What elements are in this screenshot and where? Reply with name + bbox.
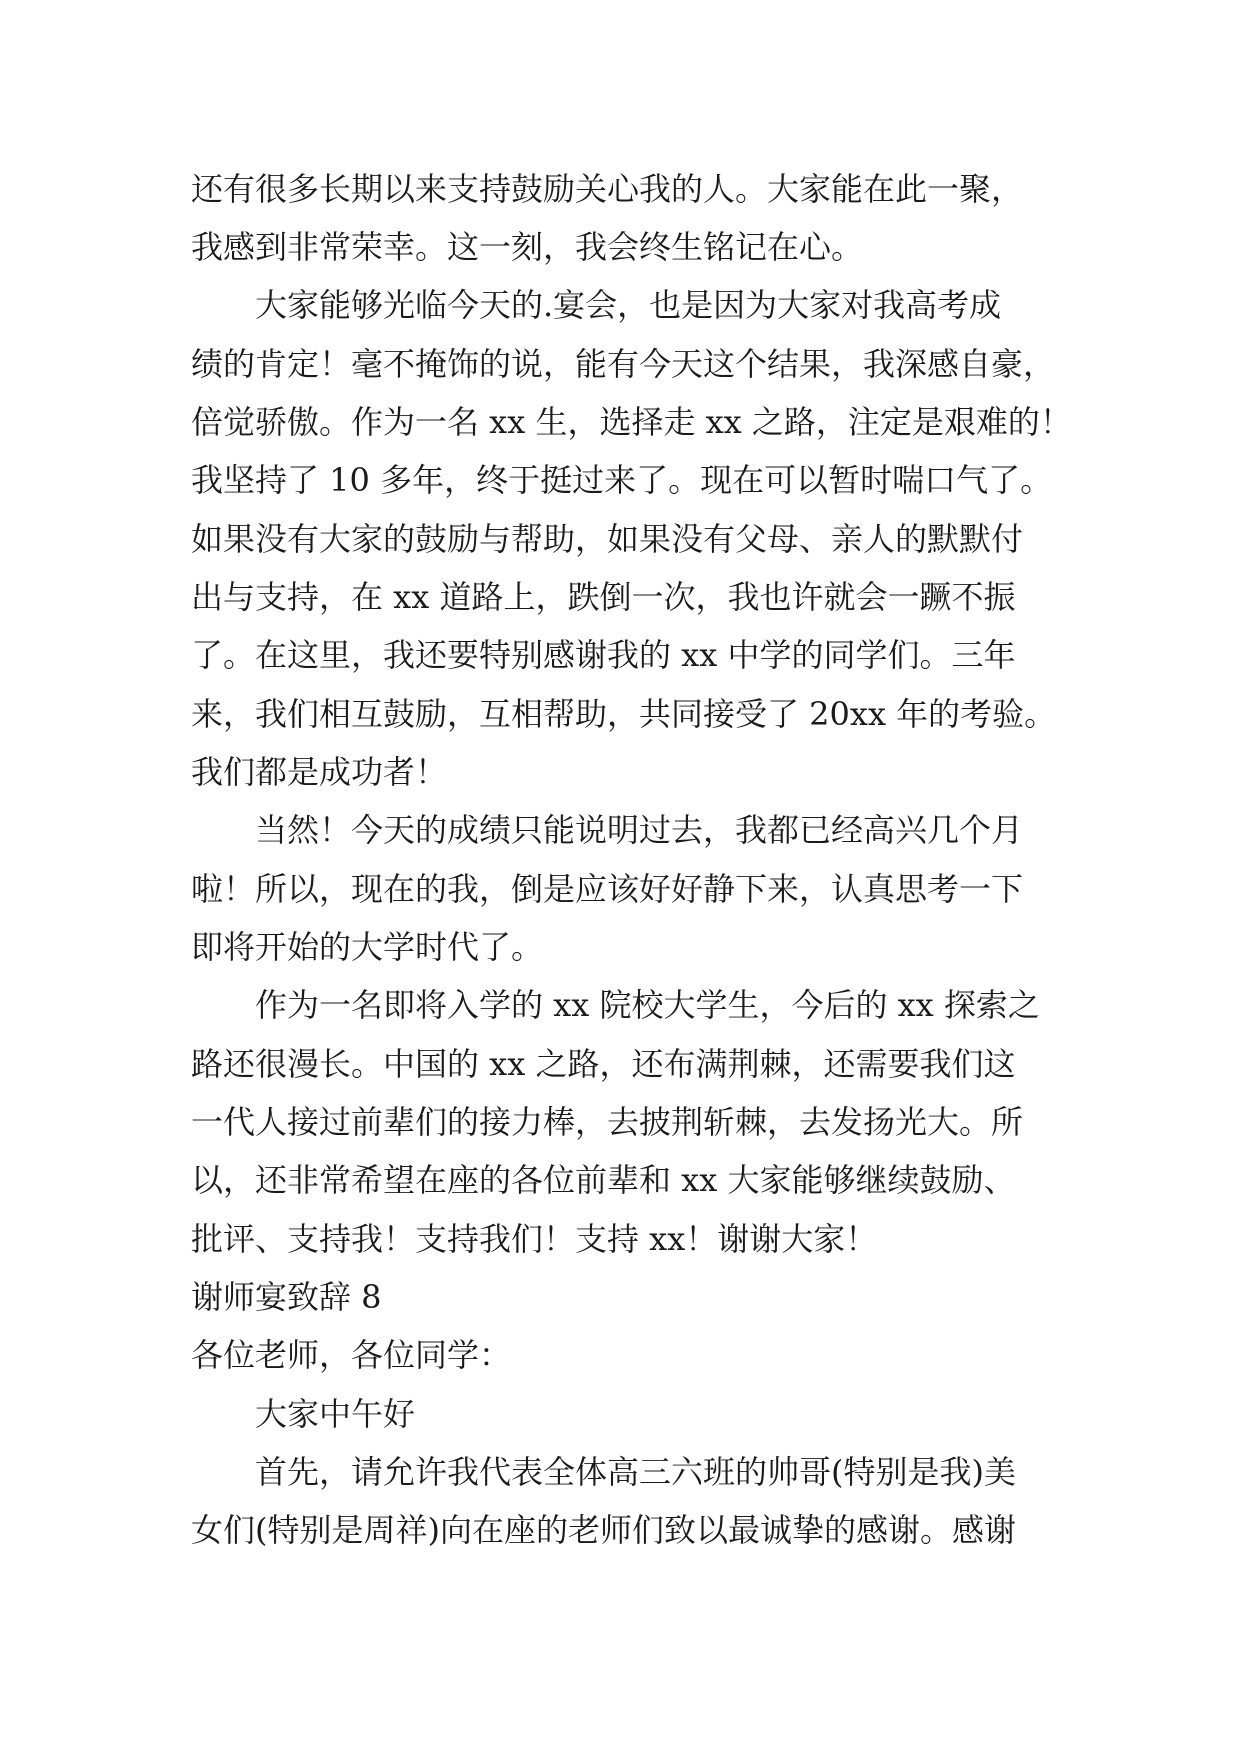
text-line: 倍觉骄傲。作为一名 xx 生，选择走 xx 之路，注定是艰难的！ <box>191 403 1072 441</box>
text-line: 我坚持了 10 多年，终于挺过来了。现在可以暂时喘口气了。 <box>191 461 1053 499</box>
text-line: 绩的肯定！毫不掩饰的说，能有今天这个结果，我深感自豪， <box>191 345 1056 383</box>
text-line: 了。在这里，我还要特别感谢我的 xx 中学的同学们。三年 <box>191 636 1016 674</box>
text-line: 我们都是成功者！ <box>191 753 448 791</box>
text-line: 如果没有大家的鼓励与帮助，如果没有父母、亲人的默默付 <box>191 520 1024 558</box>
text-line: 啦！所以，现在的我，倒是应该好好静下来，认真思考一下 <box>191 870 1024 908</box>
text-line: 女们(特别是周祥)向在座的老师们致以最诚挚的感谢。感谢 <box>191 1511 1016 1549</box>
text-line: 还有很多长期以来支持鼓励关心我的人。大家能在此一聚， <box>191 170 1024 208</box>
greeting: 大家中午好 <box>255 1395 416 1433</box>
salutation: 各位老师，各位同学： <box>191 1336 512 1374</box>
text-line: 以，还非常希望在座的各位前辈和 xx 大家能够继续鼓励、 <box>191 1161 1016 1199</box>
text-line: 来，我们相互鼓励，互相帮助，共同接受了 20xx 年的考验。 <box>191 695 1057 733</box>
text-line: 批评、支持我！支持我们！支持 xx！谢谢大家！ <box>191 1220 878 1258</box>
text-line: 出与支持，在 xx 道路上，跌倒一次，我也许就会一蹶不振 <box>191 578 1016 616</box>
paragraph-first-line: 大家能够光临今天的.宴会，也是因为大家对我高考成 <box>255 286 1002 324</box>
section-heading: 谢师宴致辞 8 <box>191 1278 382 1316</box>
text-line: 即将开始的大学时代了。 <box>191 928 544 966</box>
text-line: 路还很漫长。中国的 xx 之路，还布满荆棘，还需要我们这 <box>191 1045 1016 1083</box>
text-line: 一代人接过前辈们的接力棒，去披荆斩棘，去发扬光大。所 <box>191 1103 1024 1141</box>
paragraph-first-line: 首先，请允许我代表全体高三六班的帅哥(特别是我)美 <box>255 1453 1016 1491</box>
paragraph-first-line: 作为一名即将入学的 xx 院校大学生，今后的 xx 探索之 <box>255 986 1040 1024</box>
text-line: 我感到非常荣幸。这一刻，我会终生铭记在心。 <box>191 228 864 266</box>
paragraph-first-line: 当然！今天的成绩只能说明过去，我都已经高兴几个月 <box>255 811 1024 849</box>
